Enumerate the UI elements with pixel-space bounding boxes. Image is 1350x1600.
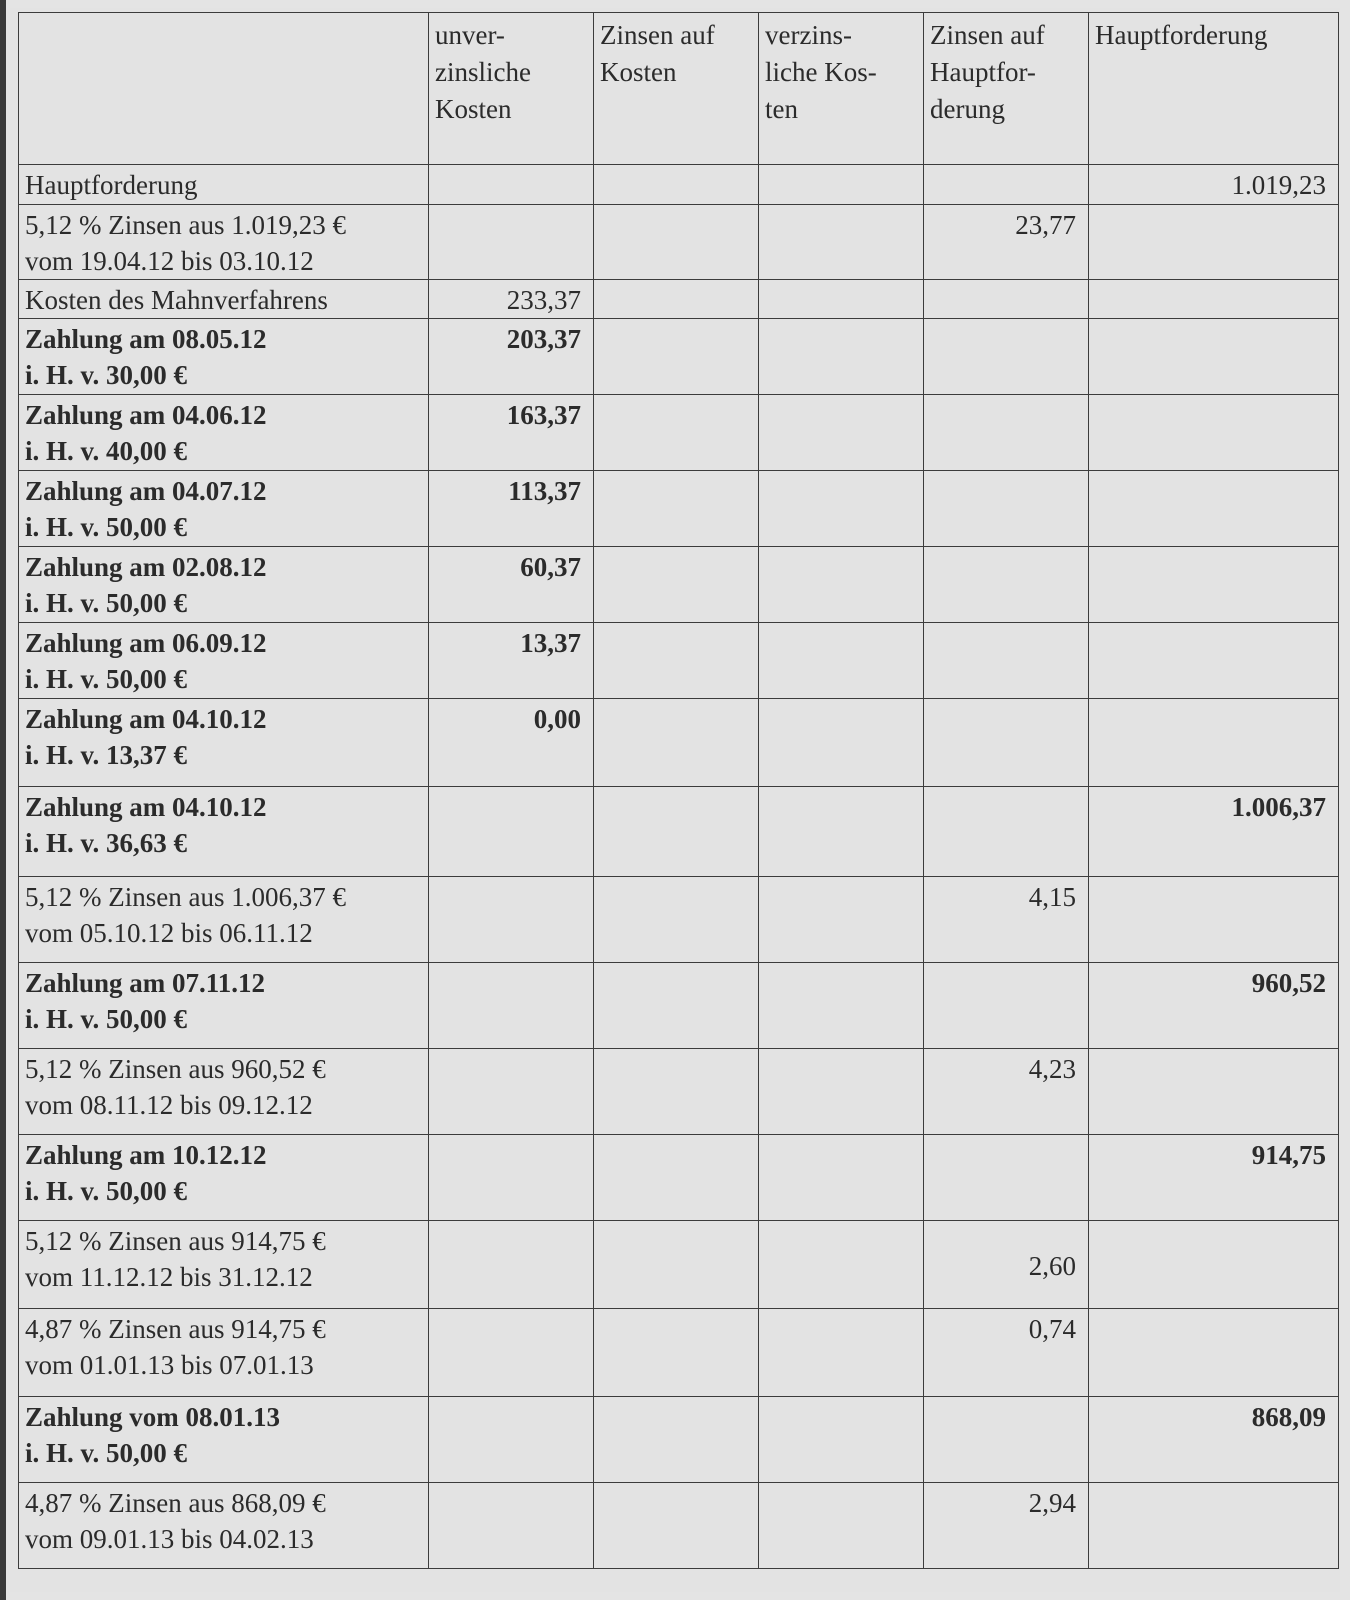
cell-zinsen-auf-hauptforderung xyxy=(924,471,1089,547)
table-row xyxy=(19,1397,1339,1483)
description-line-2: i. H. v. 13,37 € xyxy=(25,740,188,770)
cell-zinsen-auf-hauptforderung: 2,94 xyxy=(924,1483,1089,1569)
description-line-1: Zahlung am 07.11.12 xyxy=(25,968,266,998)
description-line-1: Zahlung am 04.06.12 xyxy=(25,400,267,430)
row-description xyxy=(19,1309,429,1397)
row-description xyxy=(19,787,429,877)
table-row xyxy=(19,699,1339,787)
cell-verzinsliche-kosten xyxy=(759,1397,924,1483)
cell-verzinsliche-kosten xyxy=(759,623,924,699)
description-line-2: i. H. v. 50,00 € xyxy=(25,588,188,618)
cell-zinsen-auf-hauptforderung xyxy=(924,319,1089,395)
cell-verzinsliche-kosten xyxy=(759,963,924,1049)
cell-verzinsliche-kosten xyxy=(759,395,924,471)
cell-verzinsliche-kosten xyxy=(759,1049,924,1135)
description-line-1: Zahlung am 06.09.12 xyxy=(25,628,267,658)
cell-unverzinsliche-kosten: 163,37 xyxy=(429,395,594,471)
header-row xyxy=(19,13,1339,165)
description-line-2: i. H. v. 36,63 € xyxy=(25,828,188,858)
cell-verzinsliche-kosten xyxy=(759,699,924,787)
row-description xyxy=(19,623,429,699)
cell-zinsen-auf-hauptforderung: 4,23 xyxy=(924,1049,1089,1135)
description-line-2: i. H. v. 50,00 € xyxy=(25,1176,188,1206)
cell-hauptforderung xyxy=(1089,877,1339,963)
table-row xyxy=(19,787,1339,877)
cell-verzinsliche-kosten xyxy=(759,319,924,395)
cell-unverzinsliche-kosten xyxy=(429,1135,594,1221)
row-description xyxy=(19,963,429,1049)
cell-hauptforderung: 1.019,23 xyxy=(1089,165,1339,205)
cell-verzinsliche-kosten xyxy=(759,205,924,280)
header-zinsen-auf-kosten: Zinsen auf Kosten xyxy=(594,13,759,165)
cell-verzinsliche-kosten xyxy=(759,1135,924,1221)
cell-zinsen-auf-kosten xyxy=(594,1135,759,1221)
scan-edge xyxy=(0,0,6,1600)
cell-zinsen-auf-hauptforderung xyxy=(924,787,1089,877)
cell-unverzinsliche-kosten: 0,00 xyxy=(429,699,594,787)
cell-zinsen-auf-kosten xyxy=(594,547,759,623)
cell-zinsen-auf-kosten xyxy=(594,1483,759,1569)
table-row xyxy=(19,1309,1339,1397)
cell-hauptforderung xyxy=(1089,1309,1339,1397)
description-line-1: Zahlung am 10.12.12 xyxy=(25,1140,267,1170)
cell-unverzinsliche-kosten xyxy=(429,205,594,280)
row-description xyxy=(19,699,429,787)
cell-zinsen-auf-kosten xyxy=(594,963,759,1049)
cell-zinsen-auf-kosten xyxy=(594,1221,759,1309)
table-row xyxy=(19,1483,1339,1569)
cell-hauptforderung: 914,75 xyxy=(1089,1135,1339,1221)
description-line-1: 5,12 % Zinsen aus 1.006,37 € xyxy=(25,882,346,912)
cell-unverzinsliche-kosten: 233,37 xyxy=(429,280,594,319)
description-line-2: vom 05.10.12 bis 06.11.12 xyxy=(25,918,313,948)
cell-hauptforderung xyxy=(1089,280,1339,319)
description-line-1: Zahlung am 04.07.12 xyxy=(25,476,267,506)
cell-zinsen-auf-kosten xyxy=(594,699,759,787)
cell-zinsen-auf-hauptforderung xyxy=(924,1397,1089,1483)
cell-zinsen-auf-hauptforderung: 23,77 xyxy=(924,205,1089,280)
table-row xyxy=(19,1049,1339,1135)
description-line-1: Zahlung am 02.08.12 xyxy=(25,552,267,582)
cell-zinsen-auf-kosten xyxy=(594,205,759,280)
table-row xyxy=(19,1135,1339,1221)
cell-hauptforderung xyxy=(1089,471,1339,547)
description-line-1: 5,12 % Zinsen aus 1.019,23 € xyxy=(25,210,346,240)
row-description xyxy=(19,471,429,547)
description-line-1: 4,87 % Zinsen aus 868,09 € xyxy=(25,1488,326,1518)
cell-hauptforderung xyxy=(1089,205,1339,280)
cell-verzinsliche-kosten xyxy=(759,1309,924,1397)
cell-hauptforderung xyxy=(1089,623,1339,699)
row-description xyxy=(19,547,429,623)
cell-unverzinsliche-kosten: 60,37 xyxy=(429,547,594,623)
row-description xyxy=(19,1397,429,1483)
cell-unverzinsliche-kosten xyxy=(429,1397,594,1483)
row-description xyxy=(19,1049,429,1135)
cell-verzinsliche-kosten xyxy=(759,280,924,319)
cell-hauptforderung: 868,09 xyxy=(1089,1397,1339,1483)
cell-zinsen-auf-hauptforderung xyxy=(924,699,1089,787)
cell-verzinsliche-kosten xyxy=(759,1483,924,1569)
document-page xyxy=(10,8,1340,1592)
row-description xyxy=(19,205,429,280)
cell-zinsen-auf-kosten xyxy=(594,280,759,319)
table-row xyxy=(19,877,1339,963)
cell-zinsen-auf-hauptforderung: 0,74 xyxy=(924,1309,1089,1397)
table-row xyxy=(19,165,1339,205)
cell-zinsen-auf-hauptforderung xyxy=(924,1135,1089,1221)
header-hauptforderung: Hauptforderung xyxy=(1089,13,1339,165)
description-line-2: i. H. v. 50,00 € xyxy=(25,664,188,694)
table-body xyxy=(19,165,1339,1569)
cell-zinsen-auf-hauptforderung xyxy=(924,280,1089,319)
cell-zinsen-auf-hauptforderung xyxy=(924,547,1089,623)
cell-zinsen-auf-hauptforderung: 2,60 xyxy=(924,1221,1089,1309)
description-line-2: i. H. v. 50,00 € xyxy=(25,512,188,542)
row-description xyxy=(19,1221,429,1309)
description-line-2: vom 11.12.12 bis 31.12.12 xyxy=(25,1262,313,1292)
cell-unverzinsliche-kosten: 13,37 xyxy=(429,623,594,699)
description-line-2: vom 09.01.13 bis 04.02.13 xyxy=(25,1524,314,1554)
cell-unverzinsliche-kosten: 203,37 xyxy=(429,319,594,395)
row-description xyxy=(19,877,429,963)
cell-unverzinsliche-kosten xyxy=(429,963,594,1049)
table-row xyxy=(19,1221,1339,1309)
cell-verzinsliche-kosten xyxy=(759,877,924,963)
table-row xyxy=(19,280,1339,319)
row-description xyxy=(19,165,429,205)
table-row xyxy=(19,471,1339,547)
cell-zinsen-auf-kosten xyxy=(594,623,759,699)
description-line-1: Zahlung am 04.10.12 xyxy=(25,704,267,734)
cell-verzinsliche-kosten xyxy=(759,547,924,623)
header-cell-description xyxy=(19,13,429,165)
cell-hauptforderung: 1.006,37 xyxy=(1089,787,1339,877)
cell-hauptforderung xyxy=(1089,395,1339,471)
row-description xyxy=(19,395,429,471)
cell-zinsen-auf-kosten xyxy=(594,165,759,205)
cell-zinsen-auf-kosten xyxy=(594,787,759,877)
row-description xyxy=(19,319,429,395)
cell-hauptforderung xyxy=(1089,319,1339,395)
cell-zinsen-auf-hauptforderung: 4,15 xyxy=(924,877,1089,963)
cell-verzinsliche-kosten xyxy=(759,471,924,547)
description-line-2: i. H. v. 30,00 € xyxy=(25,360,188,390)
description-line-1: 4,87 % Zinsen aus 914,75 € xyxy=(25,1314,326,1344)
cell-hauptforderung xyxy=(1089,1483,1339,1569)
cell-zinsen-auf-kosten xyxy=(594,1397,759,1483)
description-line-1: 5,12 % Zinsen aus 914,75 € xyxy=(25,1226,326,1256)
row-description xyxy=(19,1483,429,1569)
description-line-1: Hauptforderung xyxy=(25,170,198,200)
description-line-2: vom 19.04.12 bis 03.10.12 xyxy=(25,246,314,276)
cell-zinsen-auf-kosten xyxy=(594,1309,759,1397)
description-line-1: Kosten des Mahnverfahrens xyxy=(25,285,328,315)
description-line-2: i. H. v. 40,00 € xyxy=(25,436,188,466)
cell-hauptforderung xyxy=(1089,1049,1339,1135)
cell-verzinsliche-kosten xyxy=(759,165,924,205)
cell-zinsen-auf-hauptforderung xyxy=(924,963,1089,1049)
description-line-1: Zahlung am 04.10.12 xyxy=(25,792,267,822)
description-line-2: vom 01.01.13 bis 07.01.13 xyxy=(25,1350,314,1380)
cell-zinsen-auf-kosten xyxy=(594,395,759,471)
cell-unverzinsliche-kosten: 113,37 xyxy=(429,471,594,547)
cell-zinsen-auf-kosten xyxy=(594,319,759,395)
header-verzinsliche-kosten: verzins- liche Kos- ten xyxy=(759,13,924,165)
table-row xyxy=(19,547,1339,623)
cell-verzinsliche-kosten xyxy=(759,1221,924,1309)
cell-zinsen-auf-kosten xyxy=(594,471,759,547)
cell-hauptforderung xyxy=(1089,1221,1339,1309)
cell-unverzinsliche-kosten xyxy=(429,1483,594,1569)
row-description xyxy=(19,1135,429,1221)
cell-zinsen-auf-kosten xyxy=(594,877,759,963)
table-row xyxy=(19,205,1339,280)
cell-unverzinsliche-kosten xyxy=(429,1049,594,1135)
cell-zinsen-auf-hauptforderung xyxy=(924,623,1089,699)
table-row xyxy=(19,319,1339,395)
cell-unverzinsliche-kosten xyxy=(429,1221,594,1309)
cell-hauptforderung xyxy=(1089,699,1339,787)
description-line-2: i. H. v. 50,00 € xyxy=(25,1438,188,1468)
table-row xyxy=(19,963,1339,1049)
header-zinsen-auf-hauptforderung: Zinsen auf Hauptfor- derung xyxy=(924,13,1089,165)
table-row xyxy=(19,623,1339,699)
claim-calculation-table xyxy=(18,12,1339,1569)
cell-unverzinsliche-kosten xyxy=(429,1309,594,1397)
cell-hauptforderung: 960,52 xyxy=(1089,963,1339,1049)
description-line-2: i. H. v. 50,00 € xyxy=(25,1004,188,1034)
description-line-1: Zahlung vom 08.01.13 xyxy=(25,1402,281,1432)
cell-zinsen-auf-hauptforderung xyxy=(924,395,1089,471)
cell-unverzinsliche-kosten xyxy=(429,877,594,963)
cell-zinsen-auf-kosten xyxy=(594,1049,759,1135)
cell-hauptforderung xyxy=(1089,547,1339,623)
cell-unverzinsliche-kosten xyxy=(429,165,594,205)
cell-zinsen-auf-hauptforderung xyxy=(924,165,1089,205)
table-row xyxy=(19,395,1339,471)
description-line-2: vom 08.11.12 bis 09.12.12 xyxy=(25,1090,313,1120)
cell-verzinsliche-kosten xyxy=(759,787,924,877)
row-description xyxy=(19,280,429,319)
description-line-1: Zahlung am 08.05.12 xyxy=(25,324,267,354)
description-line-1: 5,12 % Zinsen aus 960,52 € xyxy=(25,1054,326,1084)
header-unverzinsliche-kosten: unver- zinsliche Kosten xyxy=(429,13,594,165)
cell-unverzinsliche-kosten xyxy=(429,787,594,877)
